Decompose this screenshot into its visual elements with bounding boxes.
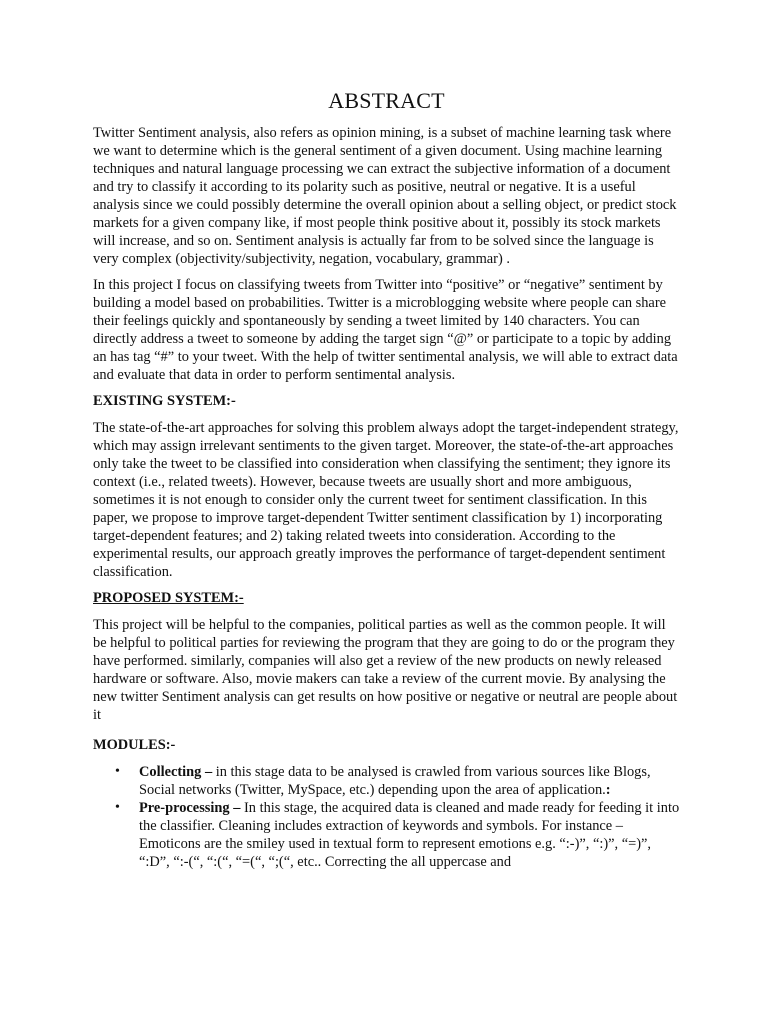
proposed-system-heading: PROPOSED SYSTEM:-	[93, 590, 244, 606]
module-term: Pre-processing –	[139, 800, 241, 816]
intro-paragraph-2: In this project I focus on classifying tweets from Twitter into “positive” or “negative” sentiment by building a model based on probabilities. Twitter is a microblogging website where people can share their feelings quickly and spontaneously by sending a tweet limited by 140 characters. You can directly address a tweet to someone by adding the target sign “@” or participate to a topic by adding an has tag “#” to your tweet. With the help of twitter sentimental analysis, we will able to extract data and evaluate that data in order to perform sentimental analysis.	[93, 277, 678, 383]
proposed-system-text: This project will be helpful to the companies, political parties as well as the common people. It will be helpful to political parties for reviewing the program that they are going to do or the program they have performed. similarly, companies will also get a review of the new products on newly released hardware or software. Also, movie makers can take a review of the current movie. By analysing the new twitter Sentiment analysis can get results on how positive or negative or neutral are people about it	[93, 617, 678, 723]
modules-heading: MODULES:-	[93, 737, 176, 753]
bullet-icon: •	[115, 764, 120, 779]
modules-list	[93, 763, 680, 871]
page-title: ABSTRACT	[328, 88, 445, 113]
module-text: in this stage data to be analysed is crawled from various sources like Blogs, Social networks (Twitter, MySpace, etc.) depending upon the area of application.	[139, 764, 651, 798]
existing-system-text: The state-of-the-art approaches for solving this problem always adopt the target-independent strategy, which may assign irrelevant sentiments to the given target. Moreover, the state-of-the-art approaches only take the tweet to be classified into consideration when classifying the sentiment; they ignore its context (i.e., related tweets). However, because tweets are usually short and more ambiguous, sometimes it is not enough to consider only the current tweet for sentiment classification. In this paper, we propose to improve target-dependent Twitter sentiment classification by 1) incorporating target-dependent features; and 2) taking related tweets into consideration. According to the experimental results, our approach greatly improves the performance of target-dependent sentiment classification.	[93, 420, 679, 580]
module-tail: :	[605, 782, 611, 798]
document-page	[93, 0, 680, 871]
list-item	[93, 799, 680, 871]
module-term: Collecting –	[139, 764, 213, 780]
existing-system-heading: EXISTING SYSTEM:-	[93, 393, 236, 409]
list-item	[93, 763, 680, 799]
intro-paragraph-1: Twitter Sentiment analysis, also refers as opinion mining, is a subset of machine learning task where we want to determine which is the general sentiment of a given document. Using machine learning techniques and natural language processing we can extract the subjective information of a document and try to classify it according to its polarity such as positive, neutral or negative. It is a useful analysis since we could possibly determine the overall opinion about a selling object, or predict stock markets for a given company like, if most people think positive about it, possibly its stock markets will increase, and so on. Sentiment analysis is actually far from to be solved since the language is very complex (objectivity/subjectivity, negation, vocabulary, grammar) .	[93, 125, 677, 267]
module-text: In this stage, the acquired data is cleaned and made ready for feeding it into the classifier. Cleaning includes extraction of keywords and symbols. For instance – Emoticons are the smiley used in textual form to represent emotions e.g. “:-)”, “:)”, “=)”, “:D”, “:-(“, “:(“, “=(“, “;(“, etc.. Correcting the all uppercase and	[139, 800, 680, 870]
bullet-icon: •	[115, 800, 120, 815]
